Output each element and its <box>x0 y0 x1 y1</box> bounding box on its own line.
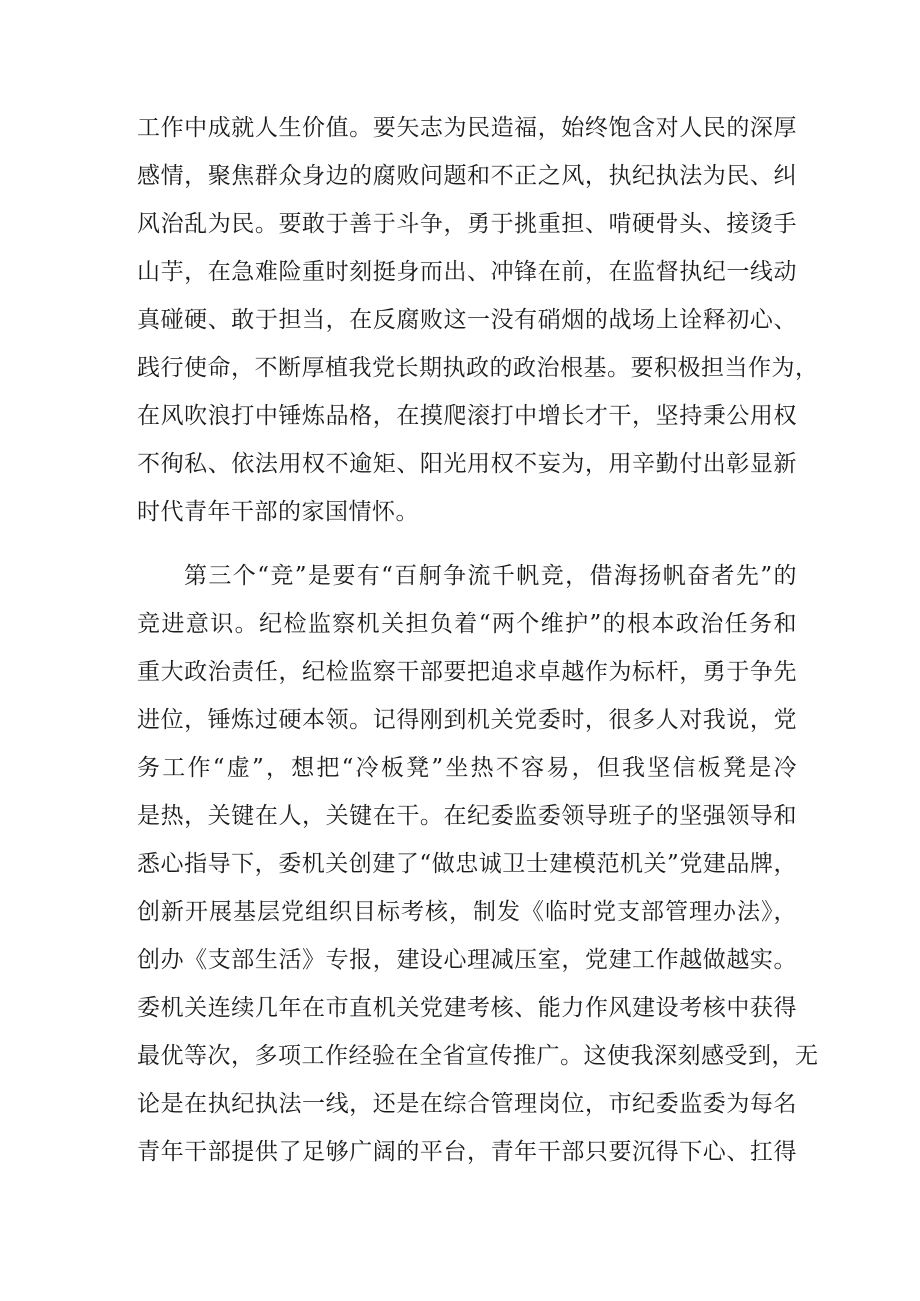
paragraph-line: 工作中成就人生价值。要矢志为民造福，始终饱含对人民的深厚 <box>137 115 797 141</box>
paragraph-line: 第三个“竞”是要有“百舸争流千帆竞，借海扬帆奋者先”的 <box>184 563 797 589</box>
paragraph-line: 时代青年干部的家国情怀。 <box>137 499 419 525</box>
paragraph-line: 最优等次，多项工作经验在全省宣传推广。这使我深刻感受到，无 <box>137 1043 819 1069</box>
paragraph-line: 委机关连续几年在市直机关党建考核、能力作风建设考核中获得 <box>137 995 797 1021</box>
paragraph-line: 悉心指导下，委机关创建了“做忠诚卫士建模范机关”党建品牌， <box>137 851 797 877</box>
paragraph-line: 竞进意识。纪检监察机关担负着“两个维护”的根本政治任务和 <box>137 611 797 637</box>
paragraph-line: 风治乱为民。要敢于善于斗争，勇于挑重担、啃硬骨头、接烫手 <box>137 211 797 237</box>
paragraph-line: 践行使命，不断厚植我党长期执政的政治根基。要积极担当作为， <box>137 355 819 381</box>
paragraph-line: 不徇私、依法用权不逾矩、阳光用权不妄为，用辛勤付出彰显新 <box>137 451 797 477</box>
paragraph-line: 在风吹浪打中锤炼品格，在摸爬滚打中增长才干，坚持秉公用权 <box>137 403 797 429</box>
paragraph-line: 是热，关键在人，关键在干。在纪委监委领导班子的坚强领导和 <box>137 803 797 829</box>
paragraph-line: 真碰硬、敢于担当，在反腐败这一没有硝烟的战场上诠释初心、 <box>137 307 797 333</box>
paragraph-line: 务工作“虚”，想把“冷板凳”坐热不容易，但我坚信板凳是冷 <box>137 755 797 781</box>
paragraph-line: 青年干部提供了足够广阔的平台，青年干部只要沉得下心、扛得 <box>137 1139 797 1165</box>
paragraph-line: 创办《支部生活》专报，建设心理减压室，党建工作越做越实。 <box>137 947 797 973</box>
paragraph-line: 感情，聚焦群众身边的腐败问题和不正之风，执纪执法为民、纠 <box>137 163 797 189</box>
paragraph-line: 创新开展基层党组织目标考核，制发《临时党支部管理办法》， <box>137 899 797 925</box>
paragraph-line: 进位，锤炼过硬本领。记得刚到机关党委时，很多人对我说，党 <box>137 707 797 733</box>
paragraph-line: 论是在执纪执法一线，还是在综合管理岗位，市纪委监委为每名 <box>137 1091 797 1117</box>
paragraph-line: 重大政治责任，纪检监察干部要把追求卓越作为标杆，勇于争先 <box>137 659 797 685</box>
paragraph-line: 山芋，在急难险重时刻挺身而出、冲锋在前，在监督执纪一线动 <box>137 259 797 285</box>
